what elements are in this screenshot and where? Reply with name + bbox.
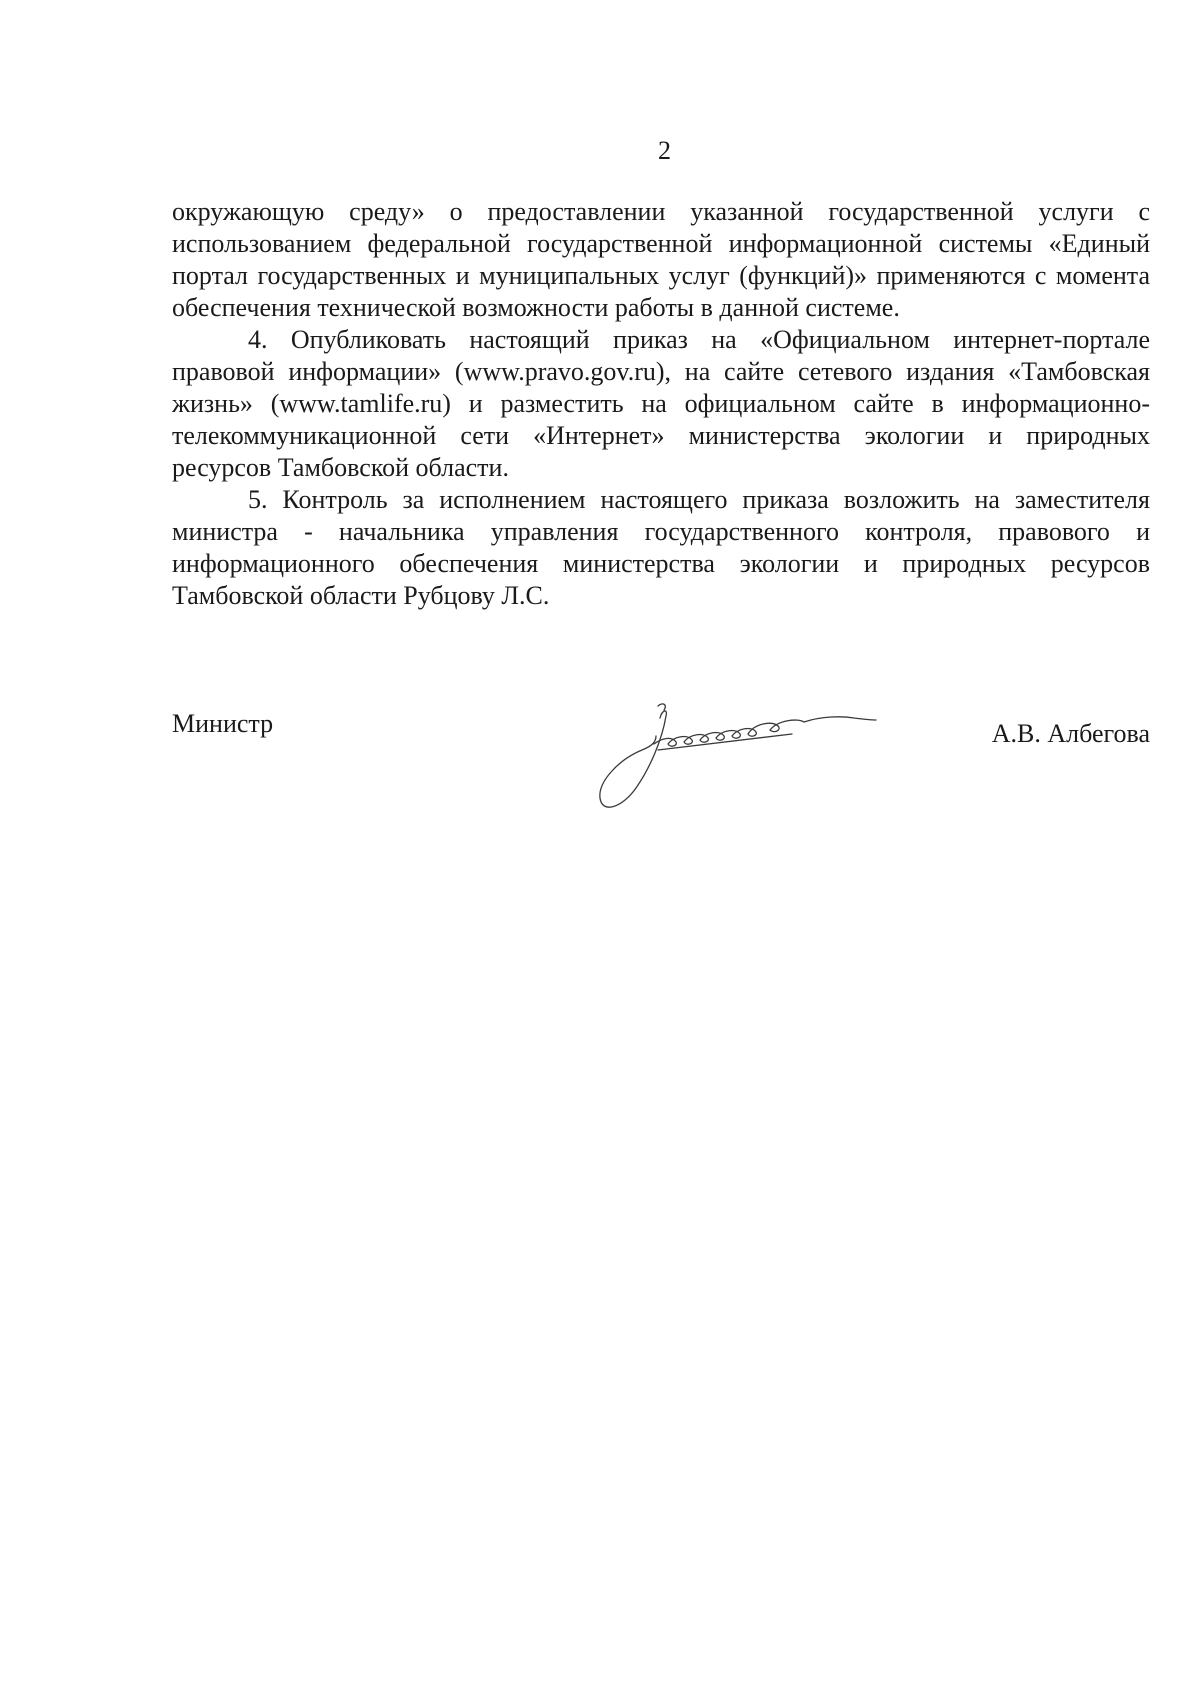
signature-loop [600, 711, 667, 807]
signature-underline [658, 734, 792, 750]
signature-chain [654, 720, 804, 746]
paragraph-item-4: 4. Опубликовать настоящий приказ на «Официальном интернет-портале правовой информации» (www.pravo.gov.ru), на сайте сетевого издания «Тамбовская жизнь» (www.tamlife.ru) и разместить на официальном сайте в информационно-телекоммуникационной сети «Интернет» министерства экологии и природных ресурсов Тамбовской области. [172, 325, 1150, 482]
handwritten-signature [592, 690, 912, 820]
signature-tail [804, 717, 876, 722]
paragraph-continuation: окружающую среду» о предоставлении указанной государственной услуги с использованием федеральной государственной информационной системы «Единый портал государственных и муниципальных услуг (функций)» применяются с момента обеспечения технической возможности работы в данной системе. [172, 197, 1150, 322]
signatory-name: А.В. Албегова [991, 719, 1150, 748]
signature-stroke-top [658, 704, 665, 710]
signature-block [172, 704, 1150, 824]
signatory-title: Министр [172, 709, 274, 738]
page-number: 2 [658, 136, 671, 165]
document-body [172, 196, 1150, 612]
paragraph-item-5: 5. Контроль за исполнением настоящего приказа возложить на заместителя министра - начальника управления государственного контроля, правового и информационного обеспечения министерства экологии и природных ресурсов Тамбовской области Рубцову Л.С. [172, 485, 1150, 610]
